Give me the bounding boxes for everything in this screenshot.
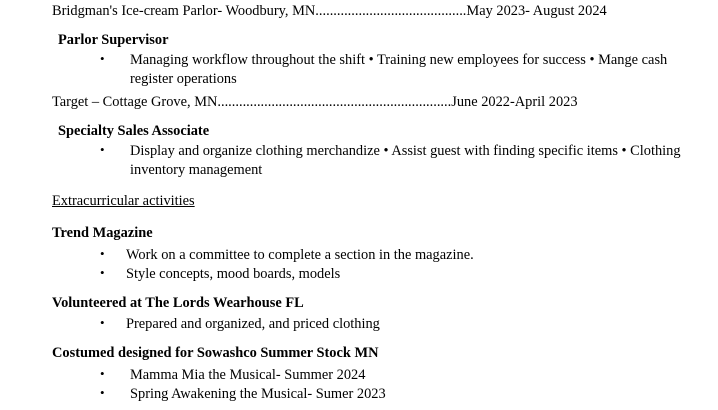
list-item: • Style concepts, mood boards, models	[82, 265, 696, 284]
section-title-extracurricular: Extracurricular activities	[52, 192, 195, 209]
list-item: • Work on a committee to complete a section in the magazine.	[82, 246, 696, 265]
experience-role-1: Specialty Sales Associate	[58, 122, 210, 139]
extracurricular-group-title-1: Volunteered at The Lords Wearhouse FL	[52, 294, 304, 311]
list-item: • Display and organize clothing merchandize • Assist guest with finding specific items • Clothing inventory management	[82, 142, 696, 179]
list-item: • Prepared and organized, and priced clothing	[82, 315, 696, 334]
extracurricular-group-items-1	[52, 315, 696, 334]
experience-bullets-1	[52, 142, 696, 179]
experience-bullets-0	[52, 51, 696, 88]
list-item: • Mamma Mia the Musical- Summer 2024	[82, 366, 696, 385]
extracurricular-group-title-0: Trend Magazine	[52, 225, 153, 242]
extracurricular-group-items-2	[52, 366, 696, 403]
extracurricular-group-items-0	[52, 246, 696, 283]
list-item: • Managing workflow throughout the shift • Training new employees for success • Mange cash register operations	[82, 51, 696, 88]
extracurricular-group-title-2: Costumed designed for Sowashco Summer Stock MN	[52, 345, 379, 362]
experience-role-0: Parlor Supervisor	[58, 31, 169, 48]
experience-entry-header-0: Bridgman's Ice-cream Parlor- Woodbury, MN..........................................May 2023- August 2024	[52, 3, 607, 19]
experience-entry-header-1: Target – Cottage Grove, MN.................................................................June 2022-April 2023	[52, 93, 578, 110]
list-item: • Spring Awakening the Musical- Sumer 2023	[82, 385, 696, 404]
